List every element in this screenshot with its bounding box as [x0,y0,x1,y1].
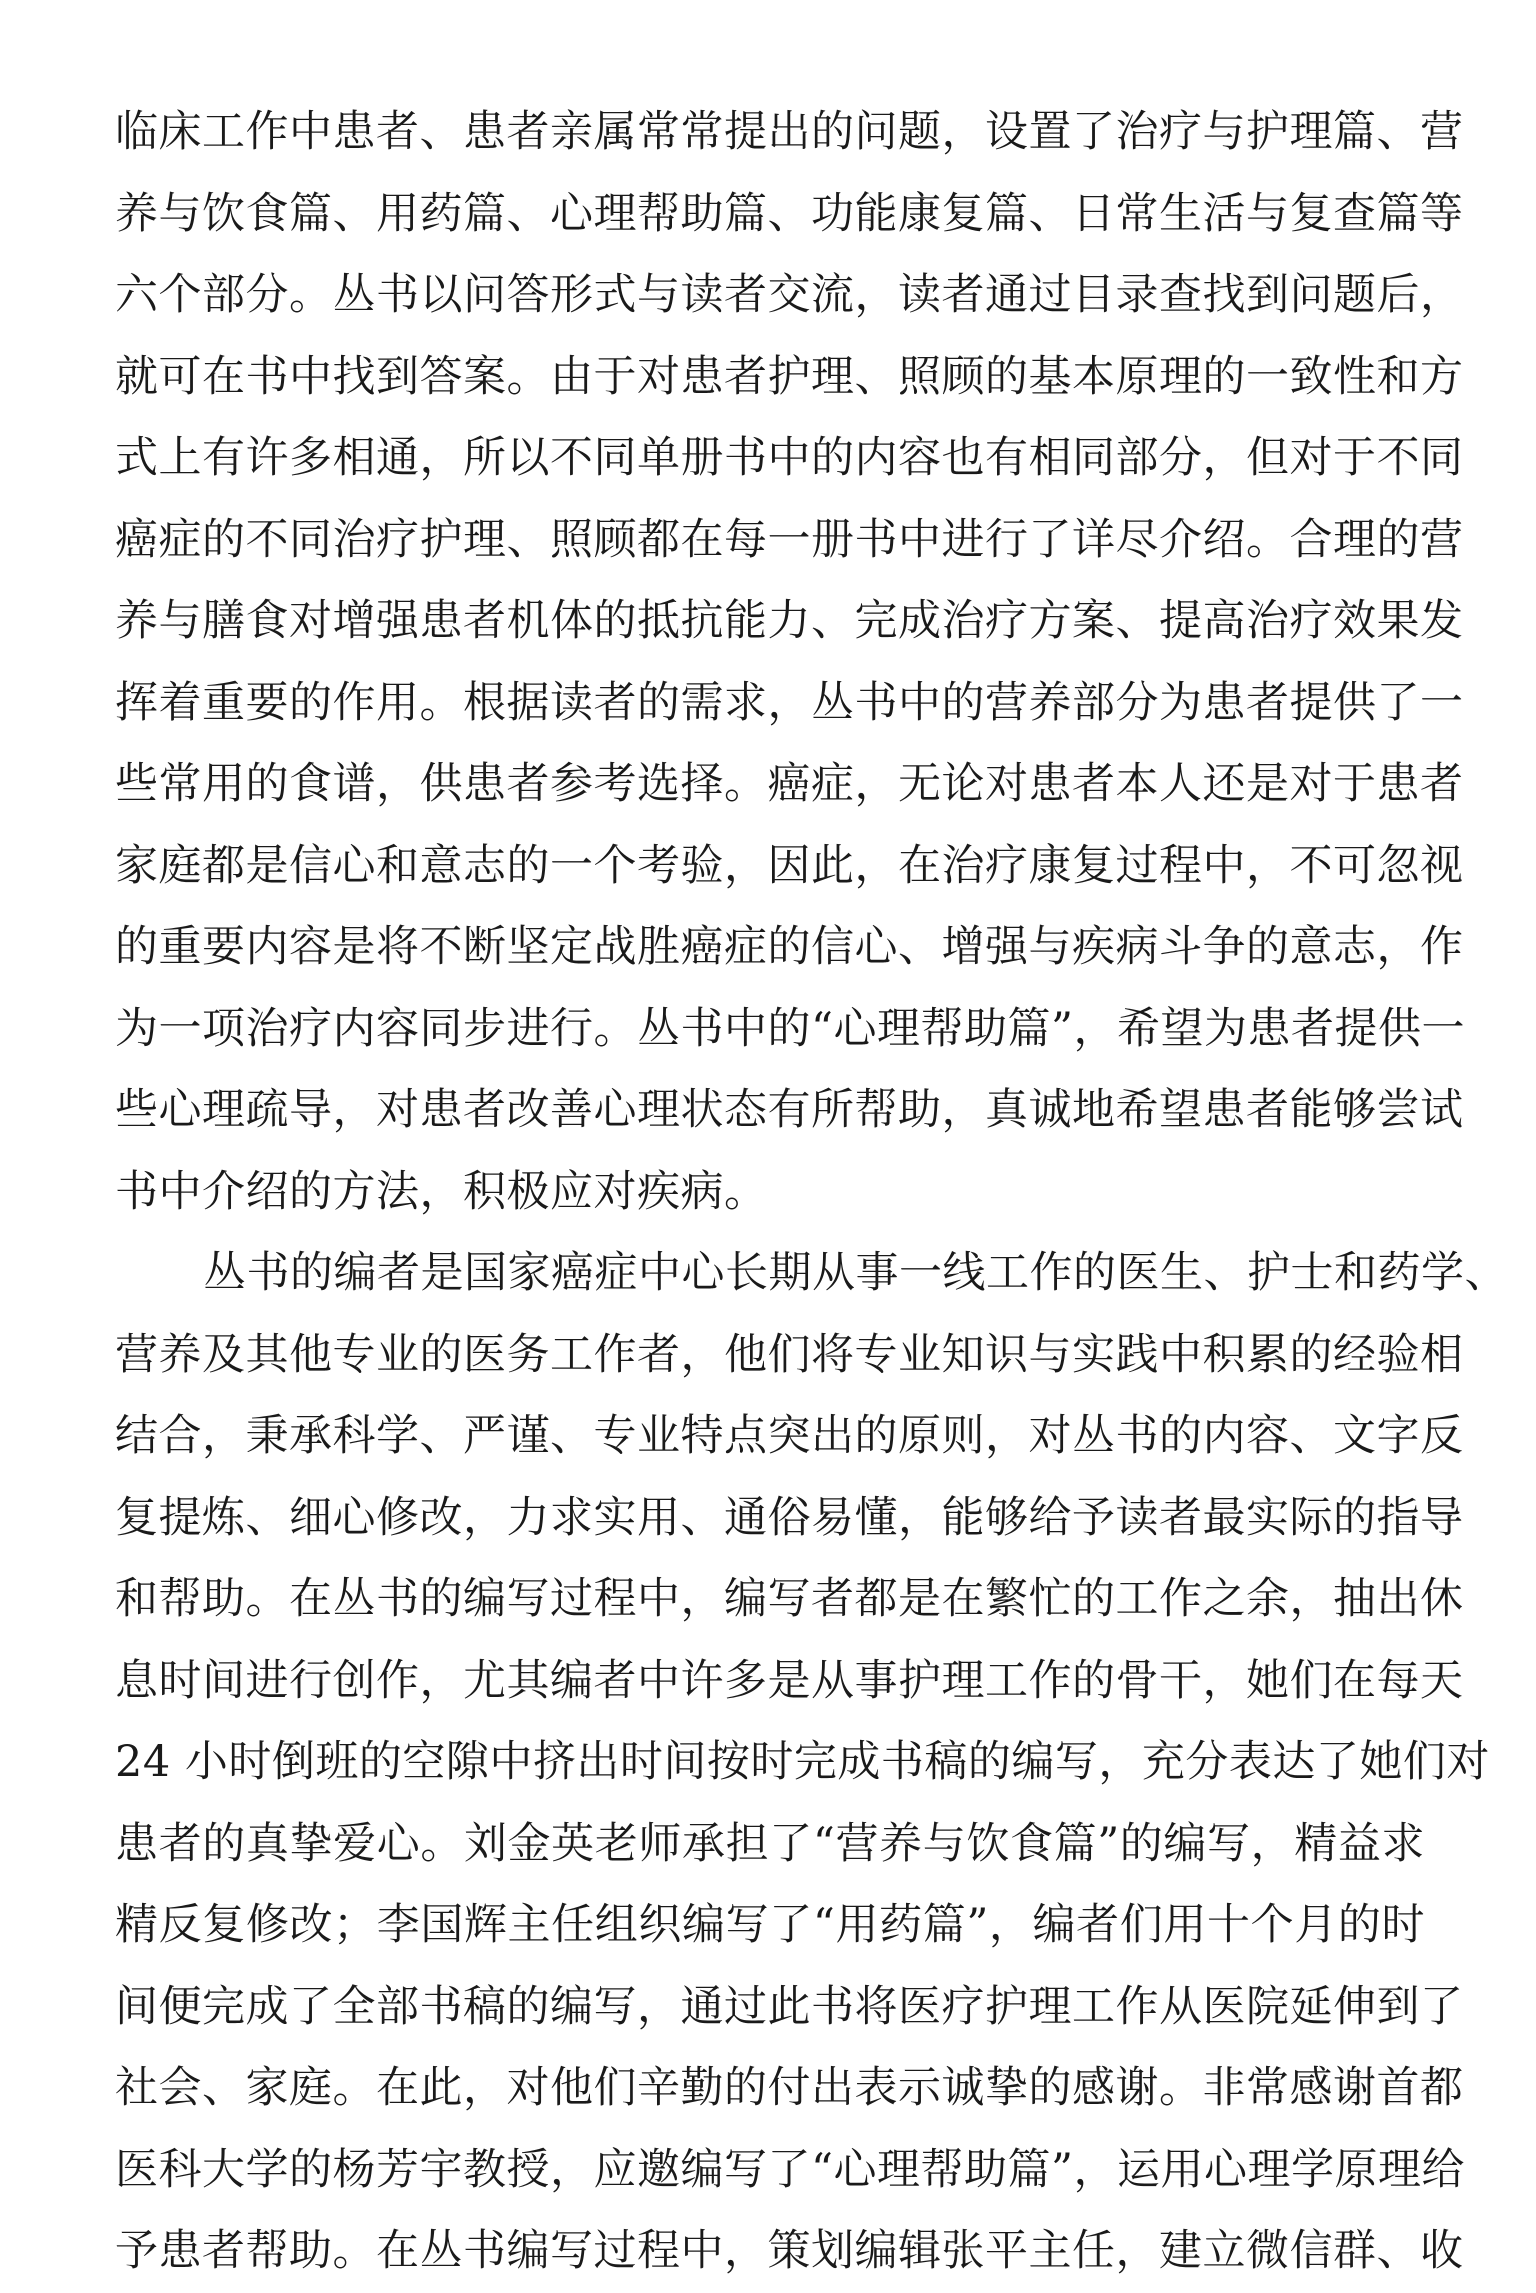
text-line: 医科大学的杨芳宇教授，应邀编写了“心理帮助篇”，运用心理学原理给 [115,2144,1465,2195]
text-line: 书中介绍的方法，积极应对疾病。 [115,1166,768,1217]
text-line: 为一项治疗内容同步进行。丛书中的“心理帮助篇”，希望为患者提供一 [115,1003,1465,1054]
text-line: 就可在书中找到答案。由于对患者护理、照顾的基本原理的一致性和方 [115,351,1464,402]
text-line: 癌症的不同治疗护理、照顾都在每一册书中进行了详尽介绍。合理的营 [115,514,1464,565]
text-line: 结合，秉承科学、严谨、专业特点突出的原则，对丛书的内容、文字反 [115,1411,1464,1461]
text-line: 和帮助。在丛书的编写过程中，编写者都是在繁忙的工作之余，抽出休 [115,1574,1464,1624]
text-line: 精反复修改；李国辉主任组织编写了“用药篇”，编者们用十个月的时 [115,1900,1425,1950]
paragraph-2 [115,1233,1508,2293]
paragraph-1 [115,92,1465,1233]
text-line: 家庭都是信心和意志的一个考验，因此，在治疗康复过程中，不可忽视 [115,840,1464,891]
text-line: 予患者帮助。在丛书编写过程中，策划编辑张平主任，建立微信群、收 [115,2226,1464,2276]
text-line: 六个部分。丛书以问答形式与读者交流，读者通过目录查找到问题后， [115,270,1464,320]
text-line: 间便完成了全部书稿的编写，通过此书将医疗护理工作从医院延伸到了 [115,1981,1464,2032]
text-line: 些心理疏导，对患者改善心理状态有所帮助，真诚地希望患者能够尝试 [115,1085,1464,1135]
document-page [115,92,1508,2293]
text-line: 挥着重要的作用。根据读者的需求，丛书中的营养部分为患者提供了一 [115,677,1464,728]
text-line: 营养及其他专业的医务工作者，他们将专业知识与实践中积累的经验相 [115,1329,1464,1380]
text-line: 式上有许多相通，所以不同单册书中的内容也有相同部分，但对于不同 [115,433,1464,483]
text-line: 丛书的编者是国家癌症中心长期从事一线工作的医生、护士和药学、 [203,1248,1508,1298]
text-line: 临床工作中患者、患者亲属常常提出的问题，设置了治疗与护理篇、营 [115,107,1464,157]
text-line: 养与膳食对增强患者机体的抵抗能力、完成治疗方案、提高治疗效果发 [115,596,1464,646]
text-line: 些常用的食谱，供患者参考选择。癌症，无论对患者本人还是对于患者 [115,759,1464,809]
text-line: 息时间进行创作，尤其编者中许多是从事护理工作的骨干，她们在每天 [115,1655,1464,1706]
text-line: 养与饮食篇、用药篇、心理帮助篇、功能康复篇、日常生活与复查篇等 [115,188,1464,239]
text-line: 社会、家庭。在此，对他们辛勤的付出表示诚挚的感谢。非常感谢首都 [115,2063,1464,2113]
text-line: 患者的真挚爱心。刘金英老师承担了“营养与饮食篇”的编写，精益求 [115,1818,1425,1869]
text-line: 24 小时倒班的空隙中挤出时间按时完成书稿的编写，充分表达了她们对 [115,1737,1490,1787]
text-line: 的重要内容是将不断坚定战胜癌症的信心、增强与疾病斗争的意志，作 [115,922,1464,972]
text-line: 复提炼、细心修改，力求实用、通俗易懂，能够给予读者最实际的指导 [115,1492,1464,1543]
